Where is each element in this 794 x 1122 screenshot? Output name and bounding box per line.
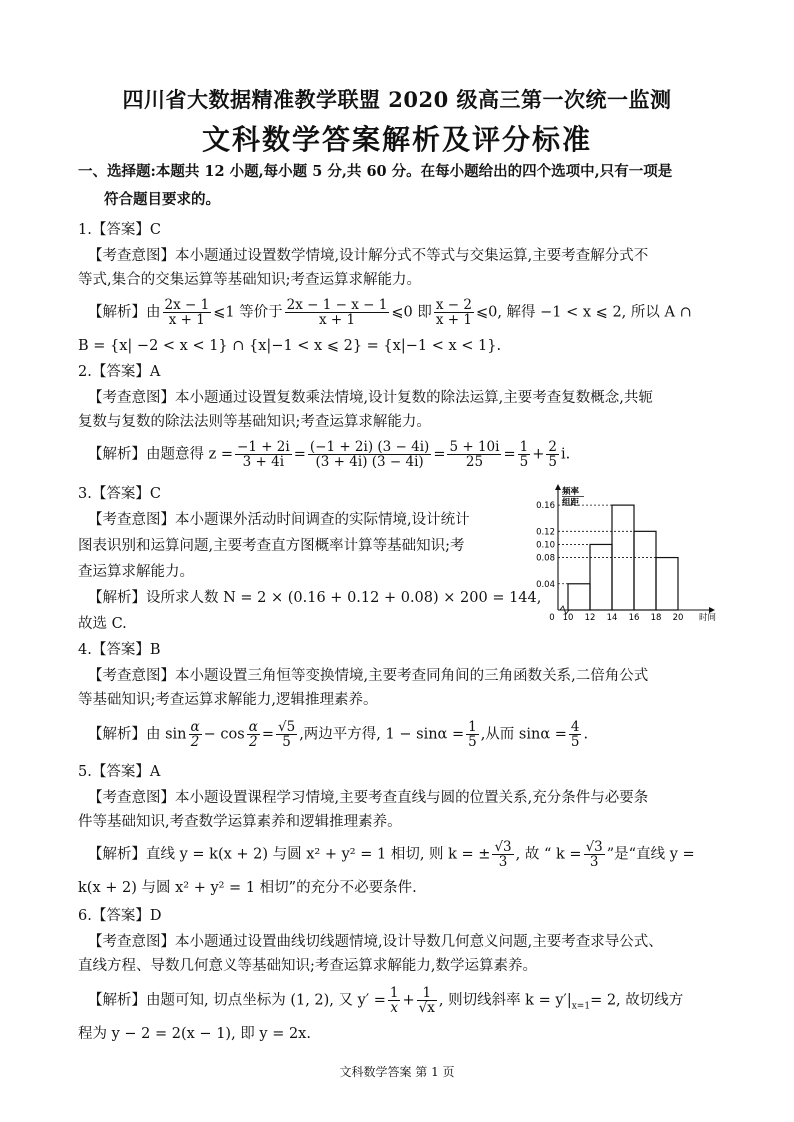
q6-f1-num: 1 bbox=[389, 985, 399, 1001]
q2-intent: 【考查意图】本小题通过设置复数乘法情境,设计复数的除法运算,主要考查复数概念,共轭 bbox=[88, 390, 653, 406]
q5-f1-num: √3 bbox=[494, 839, 512, 855]
q6-solution bbox=[88, 986, 683, 1017]
q4-f2-num: 4 bbox=[570, 719, 580, 735]
q1-sol-tail: ⩽0, 解得 −1 < x ⩽ 2, 所以 A ∩ bbox=[475, 304, 692, 321]
q2-intent-cont: 复数与复数的除法法则等基础知识;考查运算求解能力。 bbox=[78, 414, 431, 430]
q4-fr-num: √5 bbox=[278, 719, 296, 735]
q4-f1-num: 1 bbox=[468, 719, 477, 735]
y-tick-label: 0.04 bbox=[536, 579, 555, 590]
q4-fa1-den: 2 bbox=[190, 734, 200, 751]
q2-eq-2: = bbox=[433, 446, 446, 463]
q5-fraction-2 bbox=[584, 840, 605, 869]
page-footer: 文科数学答案 第 1 页 bbox=[339, 1065, 455, 1079]
q3-answer: 3.【答案】C bbox=[78, 486, 161, 502]
q5-answer: 5.【答案】A bbox=[78, 764, 161, 780]
q1-fraction-3 bbox=[434, 298, 474, 327]
q5-solution-cont: k(x + 2) 与圆 x² + y² = 1 相切”的充分不必要条件. bbox=[78, 880, 417, 896]
q1-sol-pre: 【解析】由 bbox=[88, 304, 161, 321]
q2-f2-den: (3 + 4i) (3 − 4i) bbox=[315, 454, 424, 471]
histogram-bar bbox=[656, 558, 678, 610]
q1-f2-den: x + 1 bbox=[318, 312, 356, 329]
q2-f3-den: 25 bbox=[465, 454, 484, 471]
q4-answer: 4.【答案】B bbox=[78, 642, 161, 658]
q4-fraction-2 bbox=[569, 720, 582, 749]
q6-subscript: x=1 bbox=[571, 1001, 591, 1012]
q6-tail: = 2, 故切线方 bbox=[590, 992, 684, 1009]
q4-fa1-num: α bbox=[190, 719, 200, 735]
x-tick-label: 12 bbox=[584, 613, 596, 623]
document-title: 文科数学答案解析及评分标准 bbox=[201, 123, 592, 156]
frequency-histogram bbox=[536, 484, 720, 626]
origin-label: 0 bbox=[549, 613, 555, 623]
q4-fraction-alpha-2 bbox=[247, 720, 260, 749]
q2-answer: 2.【答案】A bbox=[78, 364, 161, 380]
q4-f1-den: 5 bbox=[468, 734, 477, 751]
q2-sol-pre: 【解析】由题意得 z = bbox=[88, 446, 234, 463]
q3-solution: 【解析】设所求人数 N = 2 × (0.16 + 0.12 + 0.08) × 200 = 144, bbox=[88, 590, 542, 606]
q1-f1-den: x + 1 bbox=[168, 312, 205, 329]
q6-sol-pre: 【解析】由题可知, 切点坐标为 (1, 2), 又 y′ = bbox=[88, 992, 386, 1009]
q6-mid: , 则切线斜率 k = y′| bbox=[438, 992, 572, 1009]
q2-f2-num: (−1 + 2i) (3 − 4i) bbox=[309, 439, 430, 455]
q4-fraction-root5 bbox=[276, 720, 297, 749]
q3-intent-cont: 图表识别和运算问题,主要考查直方图概率计算等基础知识;考 bbox=[78, 538, 465, 554]
q4-sol-pre: 【解析】由 sin bbox=[88, 726, 187, 743]
q2-fraction-1 bbox=[235, 440, 292, 469]
q2-fraction-3 bbox=[447, 440, 501, 469]
q4-fraction-alpha-1 bbox=[189, 720, 202, 749]
q3-intent-cont2: 查运算求解能力。 bbox=[78, 564, 194, 580]
q1-f3-den: x + 1 bbox=[435, 312, 472, 329]
histogram-bar bbox=[590, 544, 612, 610]
q1-intent: 【考查意图】本小题通过设置数学情境,设计解分式不等式与交集运算,主要考查解分式不 bbox=[88, 248, 649, 264]
x-tick-label: 14 bbox=[606, 613, 618, 623]
q2-fraction-5 bbox=[546, 440, 559, 469]
q4-fa2-den: 2 bbox=[248, 734, 258, 751]
y-tick-label: 0.08 bbox=[536, 553, 555, 564]
q1-fraction-2 bbox=[285, 298, 390, 327]
histogram-bar bbox=[634, 531, 656, 610]
q5-intent-cont: 件等基础知识,考查数学运算素养和逻辑推理素养。 bbox=[78, 814, 402, 830]
q5-fraction-1 bbox=[492, 840, 513, 869]
x-tick-label: 16 bbox=[628, 613, 640, 623]
q1-f2-num: 2x − 1 − x − 1 bbox=[286, 297, 388, 313]
exam-title: 四川省大数据精准教学联盟 2020 级高三第一次统一监测 bbox=[122, 87, 672, 112]
q2-f1-num: −1 + 2i bbox=[237, 439, 290, 455]
x-tick-label: 18 bbox=[650, 613, 662, 623]
q4-cos: − cos bbox=[203, 726, 245, 743]
q6-fraction-2 bbox=[417, 986, 437, 1015]
q6-fraction-1 bbox=[388, 986, 401, 1015]
q2-f5-num: 2 bbox=[548, 439, 557, 455]
q2-f3-num: 5 + 10i bbox=[449, 439, 500, 455]
q3-intent: 【考查意图】本小题课外活动时间调查的实际情境,设计统计 bbox=[88, 512, 470, 528]
q4-intent: 【考查意图】本小题设置三角恒等变换情境,主要考查同角间的三角函数关系,二倍角公式 bbox=[88, 668, 649, 684]
x-axis-label: 时间 bbox=[698, 613, 716, 623]
y-tick-label: 0.16 bbox=[536, 501, 555, 512]
q2-eq-1: = bbox=[293, 446, 306, 463]
q1-f3-num: x − 2 bbox=[435, 297, 472, 313]
q4-mid2: ,从而 sinα = bbox=[480, 726, 567, 743]
q6-plus: + bbox=[402, 992, 415, 1009]
q3-solution-cont: 故选 C. bbox=[78, 616, 127, 632]
y-axis-label: 频率 bbox=[562, 487, 580, 497]
q4-solution bbox=[88, 720, 588, 749]
q4-fraction-1 bbox=[466, 720, 479, 749]
q5-intent: 【考查意图】本小题设置课程学习情境,主要考查直线与圆的位置关系,充分条件与必要条 bbox=[88, 790, 649, 806]
q6-solution-cont: 程为 y − 2 = 2(x − 1), 即 y = 2x. bbox=[78, 1026, 311, 1042]
q2-f4-den: 5 bbox=[519, 454, 529, 471]
histogram-bar bbox=[568, 584, 590, 610]
q2-plus: + bbox=[532, 446, 545, 463]
q5-f1-den: 3 bbox=[498, 854, 508, 871]
q4-mid: ,两边平方得, 1 − sinα = bbox=[299, 726, 465, 743]
q5-f2-num: √3 bbox=[585, 839, 603, 855]
q2-fraction-4 bbox=[518, 440, 531, 469]
q1-f1-num: 2x − 1 bbox=[164, 297, 210, 313]
q6-f2-den: √x bbox=[418, 1000, 435, 1017]
q1-sol-mid1: ⩽1 等价于 bbox=[213, 304, 283, 321]
q2-f5-den: 5 bbox=[548, 454, 557, 471]
q4-end: . bbox=[583, 726, 589, 743]
q4-fa2-num: α bbox=[248, 719, 258, 735]
x-tick-label: 20 bbox=[672, 613, 684, 623]
q5-tail: ”是“直线 y = bbox=[606, 846, 695, 863]
q6-f1-den: x bbox=[390, 1000, 398, 1017]
y-axis-label-denominator: 组距 bbox=[562, 498, 580, 508]
q2-f4-num: 1 bbox=[519, 439, 529, 455]
q1-solution bbox=[88, 298, 692, 327]
x-tick-label: 10 bbox=[562, 613, 574, 623]
q5-sol-pre: 【解析】直线 y = k(x + 2) 与圆 x² + y² = 1 相切, 则 k = ± bbox=[88, 846, 491, 863]
q4-eq: = bbox=[261, 726, 274, 743]
q1-sol-mid2: ⩽0 即 bbox=[391, 304, 432, 321]
q5-mid: , 故 “ k = bbox=[515, 846, 582, 863]
q6-intent-cont: 直线方程、导数几何意义等基础知识;考查运算求解能力,数学运算素养。 bbox=[78, 958, 537, 974]
q1-solution-cont: B = {x| −2 < x < 1} ∩ {x|−1 < x ⩽ 2} = {x|−1 < x < 1}. bbox=[78, 338, 502, 354]
section-heading-cont: 符合题目要求的。 bbox=[104, 191, 220, 208]
y-axis-arrow bbox=[555, 484, 561, 490]
y-tick-label: 0.12 bbox=[536, 527, 555, 538]
histogram-labels bbox=[536, 486, 716, 623]
q2-solution bbox=[88, 440, 570, 469]
q2-tail: i. bbox=[560, 446, 571, 463]
q6-intent: 【考查意图】本小题通过设置曲线切线题情境,设计导数几何意义问题,主要考查求导公式、 bbox=[88, 934, 663, 950]
q1-answer: 1.【答案】C bbox=[78, 222, 161, 238]
q2-fraction-2 bbox=[308, 440, 431, 469]
q1-intent-cont: 等式,集合的交集运算等基础知识;考查运算求解能力。 bbox=[78, 272, 421, 288]
section-heading: 一、选择题:本题共 12 小题,每小题 5 分,共 60 分。在每小题给出的四个选项中,只有一项是 bbox=[78, 163, 673, 180]
q6-f2-num: 1 bbox=[417, 986, 437, 1001]
q4-intent-cont: 等基础知识;考查运算求解能力,逻辑推理素养。 bbox=[78, 692, 378, 708]
q4-f2-den: 5 bbox=[570, 734, 580, 751]
q5-solution bbox=[88, 840, 695, 869]
q6-answer: 6.【答案】D bbox=[78, 908, 162, 924]
q4-fr-den: 5 bbox=[282, 734, 291, 751]
y-tick-label: 0.10 bbox=[536, 540, 555, 551]
q2-f1-den: 3 + 4i bbox=[242, 454, 285, 471]
q1-fraction-1 bbox=[163, 298, 212, 327]
q5-f2-den: 3 bbox=[589, 854, 599, 871]
q2-eq-3: = bbox=[503, 446, 516, 463]
